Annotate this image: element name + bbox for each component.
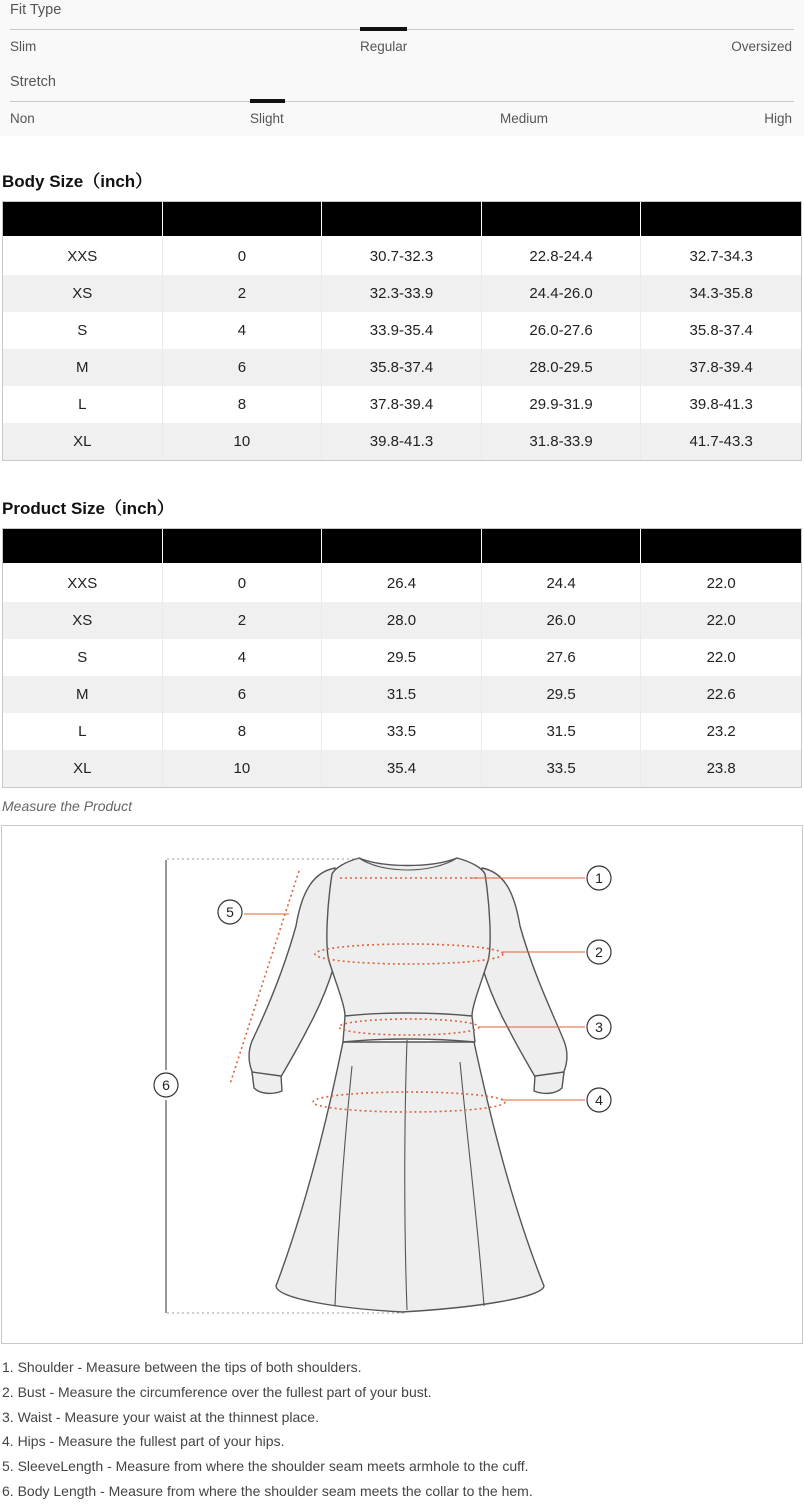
table-row bbox=[3, 750, 801, 787]
stretch-label-non: Non bbox=[10, 111, 35, 126]
table-cell: 0 bbox=[163, 238, 323, 275]
table-cell: 31.8-33.9 bbox=[482, 423, 642, 460]
right-cuff-shape bbox=[534, 1072, 564, 1093]
bodice-shape bbox=[327, 858, 490, 1016]
table-cell: 8 bbox=[163, 386, 323, 423]
table-row bbox=[3, 312, 801, 349]
table-cell: 6 bbox=[163, 349, 323, 386]
fit-type-title: Fit Type bbox=[10, 2, 62, 18]
table-cell: 4 bbox=[163, 639, 323, 676]
table-cell: 31.5 bbox=[322, 676, 482, 713]
table-cell: 29.5 bbox=[322, 639, 482, 676]
note-sleeve-length: 5. SleeveLength - Measure from where the shoulder seam meets armhole to the cuff. bbox=[2, 1458, 529, 1475]
table-cell: 24.4-26.0 bbox=[482, 275, 642, 312]
table-cell: 22.8-24.4 bbox=[482, 238, 642, 275]
table-cell: XS bbox=[3, 602, 163, 639]
fit-type-label-regular: Regular bbox=[360, 39, 408, 54]
table-cell: 29.9-31.9 bbox=[482, 386, 642, 423]
table-cell: 29.5 bbox=[482, 676, 642, 713]
table-row bbox=[3, 676, 801, 713]
table-cell: 39.8-41.3 bbox=[322, 423, 482, 460]
product-size-table bbox=[2, 528, 802, 788]
table-row bbox=[3, 349, 801, 386]
body-size-header-cell bbox=[163, 202, 323, 238]
measurement-notes bbox=[2, 1355, 802, 1504]
table-cell: 33.5 bbox=[322, 713, 482, 750]
table-row bbox=[3, 386, 801, 423]
stretch-label-high: High bbox=[764, 111, 792, 126]
callout-6-number: 6 bbox=[162, 1077, 170, 1093]
table-cell: XXS bbox=[3, 238, 163, 275]
table-cell: 10 bbox=[163, 750, 323, 787]
table-cell: L bbox=[3, 386, 163, 423]
body-size-header-cell bbox=[641, 202, 801, 238]
fit-type-label-slim: Slim bbox=[10, 39, 37, 54]
table-cell: 24.4 bbox=[482, 565, 642, 602]
table-cell: 37.8-39.4 bbox=[322, 386, 482, 423]
table-cell: 26.4 bbox=[322, 565, 482, 602]
left-cuff-shape bbox=[252, 1072, 282, 1093]
note-bust: 2. Bust - Measure the circumference over the fullest part of your bust. bbox=[2, 1383, 432, 1400]
table-row bbox=[3, 423, 801, 460]
product-size-header-cell bbox=[3, 529, 163, 565]
callout-3-number: 3 bbox=[595, 1019, 603, 1035]
product-size-header-cell bbox=[163, 529, 323, 565]
table-cell: 8 bbox=[163, 713, 323, 750]
fit-panel bbox=[0, 0, 804, 136]
table-cell: M bbox=[3, 349, 163, 386]
table-cell: 28.0 bbox=[322, 602, 482, 639]
table-cell: M bbox=[3, 676, 163, 713]
table-cell: 26.0 bbox=[482, 602, 642, 639]
table-cell: 32.3-33.9 bbox=[322, 275, 482, 312]
stretch-track bbox=[10, 101, 794, 102]
note-body-length: 6. Body Length - Measure from where the shoulder seam meets the collar to the hem. bbox=[2, 1482, 533, 1499]
table-cell: 35.4 bbox=[322, 750, 482, 787]
table-cell: 33.5 bbox=[482, 750, 642, 787]
callout-1-number: 1 bbox=[595, 870, 603, 886]
table-cell: 27.6 bbox=[482, 639, 642, 676]
table-row bbox=[3, 713, 801, 750]
table-row bbox=[3, 238, 801, 275]
table-cell: 23.8 bbox=[641, 750, 801, 787]
waistband-shape bbox=[343, 1013, 475, 1042]
table-cell: S bbox=[3, 312, 163, 349]
callout-2-number: 2 bbox=[595, 944, 603, 960]
table-cell: 22.6 bbox=[641, 676, 801, 713]
table-row bbox=[3, 275, 801, 312]
note-waist: 3. Waist - Measure your waist at the thinnest place. bbox=[2, 1408, 319, 1425]
body-size-header-cell bbox=[482, 202, 642, 238]
stretch-label-medium: Medium bbox=[500, 111, 549, 126]
table-cell: 30.7-32.3 bbox=[322, 238, 482, 275]
body-size-header-cell bbox=[3, 202, 163, 238]
product-size-header-cell bbox=[322, 529, 482, 565]
table-cell: 33.9-35.4 bbox=[322, 312, 482, 349]
table-cell: 4 bbox=[163, 312, 323, 349]
measure-caption: Measure the Product bbox=[2, 798, 132, 814]
body-size-header-cell bbox=[322, 202, 482, 238]
note-hips: 4. Hips - Measure the fullest part of your hips. bbox=[2, 1433, 285, 1450]
dress-diagram bbox=[2, 826, 802, 1343]
right-sleeve-shape bbox=[482, 868, 567, 1082]
left-sleeve-shape bbox=[249, 868, 335, 1082]
table-cell: 10 bbox=[163, 423, 323, 460]
table-cell: 22.0 bbox=[706, 649, 736, 666]
table-cell: 0 bbox=[163, 565, 323, 602]
product-size-header-cell bbox=[482, 529, 642, 565]
table-cell: L bbox=[3, 713, 163, 750]
product-size-title: Product Size（inch） bbox=[2, 499, 174, 518]
table-cell: 31.5 bbox=[482, 713, 642, 750]
table-cell: 35.8-37.4 bbox=[689, 322, 753, 339]
skirt-shape bbox=[276, 1042, 544, 1312]
table-cell: 2 bbox=[163, 275, 323, 312]
note-shoulder: 1. Shoulder - Measure between the tips of both shoulders. bbox=[2, 1359, 362, 1375]
table-cell: 26.0-27.6 bbox=[482, 312, 642, 349]
fit-type-marker bbox=[360, 27, 407, 31]
callout-5-number: 5 bbox=[226, 904, 234, 920]
product-size-header-cell bbox=[641, 529, 801, 565]
table-cell: XL bbox=[3, 423, 163, 460]
table-cell: XL bbox=[3, 750, 163, 787]
table-cell: 34.3-35.8 bbox=[641, 275, 801, 312]
table-row bbox=[3, 565, 801, 602]
table-cell: 2 bbox=[163, 602, 323, 639]
body-size-title: Body Size（inch） bbox=[2, 172, 153, 191]
callout-4-number: 4 bbox=[595, 1092, 603, 1108]
table-cell: 23.2 bbox=[706, 723, 736, 740]
measure-diagram bbox=[1, 825, 803, 1344]
stretch-label-slight: Slight bbox=[250, 111, 284, 126]
table-row bbox=[3, 602, 801, 639]
table-cell: XS bbox=[3, 275, 163, 312]
table-cell: XXS bbox=[3, 565, 163, 602]
table-cell: 22.0 bbox=[706, 575, 736, 592]
body-size-table bbox=[2, 201, 802, 461]
table-row bbox=[3, 639, 801, 676]
stretch-title: Stretch bbox=[10, 74, 56, 90]
table-cell: 32.7-34.3 bbox=[689, 248, 753, 265]
table-cell: 41.7-43.3 bbox=[641, 423, 801, 460]
table-cell: 35.8-37.4 bbox=[322, 349, 482, 386]
table-cell: 37.8-39.4 bbox=[641, 349, 801, 386]
table-cell: 6 bbox=[163, 676, 323, 713]
table-cell: 22.0 bbox=[641, 602, 801, 639]
table-cell: 28.0-29.5 bbox=[482, 349, 642, 386]
fit-type-label-oversized: Oversized bbox=[731, 39, 792, 54]
stretch-marker bbox=[250, 99, 285, 103]
table-cell: 39.8-41.3 bbox=[689, 396, 753, 413]
table-cell: S bbox=[3, 639, 163, 676]
